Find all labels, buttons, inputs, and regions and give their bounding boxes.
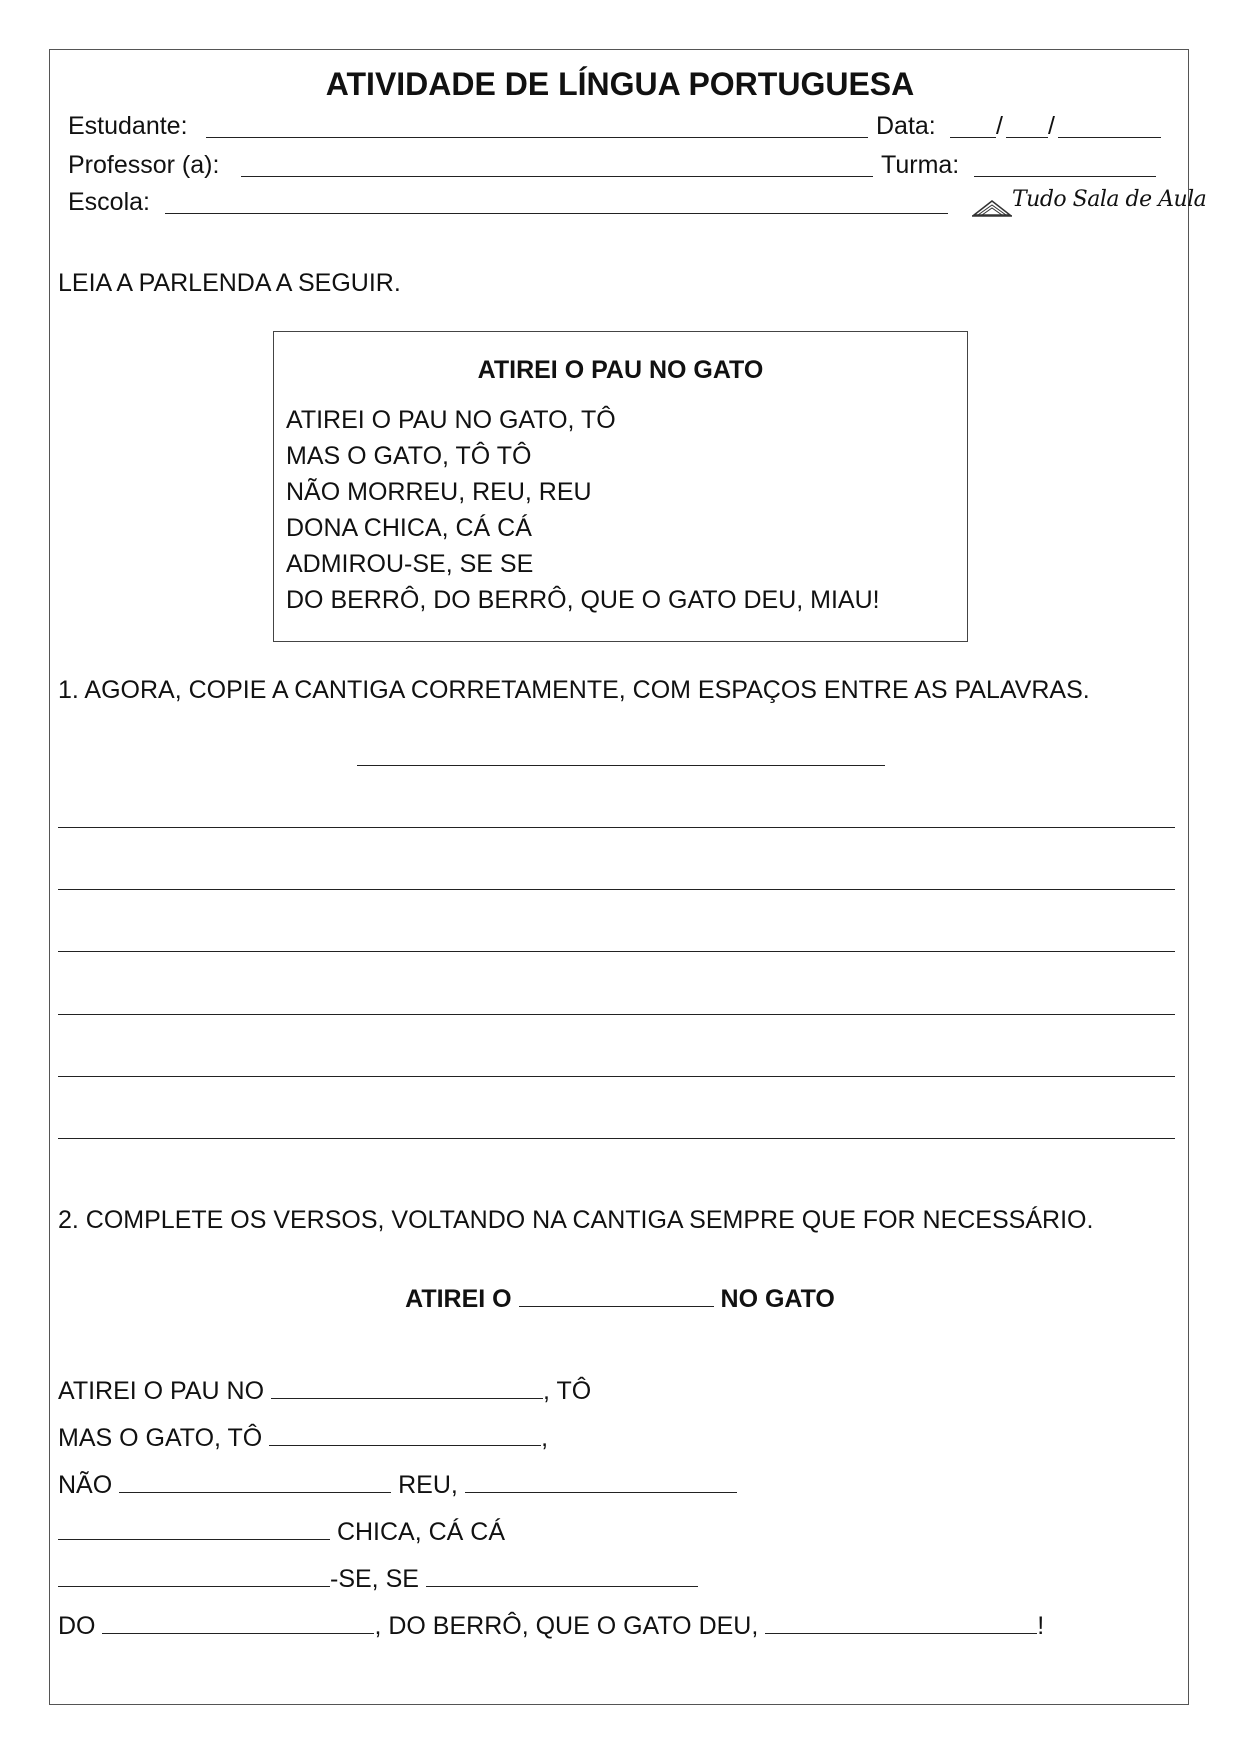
fill-blank[interactable] [269, 1423, 541, 1446]
fill-text: , [541, 1424, 549, 1452]
copy-line-5[interactable] [58, 1076, 1175, 1077]
class-label: Turma: [881, 151, 960, 179]
question-2: 2. COMPLETE OS VERSOS, VOLTANDO NA CANTIGA SEMPRE QUE FOR NECESSÁRIO. [58, 1206, 1094, 1234]
fill-blank[interactable] [465, 1470, 737, 1493]
fill-line-6 [58, 1611, 1044, 1641]
fill-title-before: ATIREI O [405, 1285, 512, 1313]
fill-blank[interactable] [426, 1564, 698, 1587]
site-logo [972, 185, 1207, 221]
student-field[interactable] [206, 137, 868, 138]
fill-title-blank[interactable] [519, 1284, 714, 1307]
fill-text: DO [58, 1612, 96, 1640]
copy-line-3[interactable] [58, 951, 1175, 952]
poem-verse: ATIREI O PAU NO GATO, TÔ [286, 406, 616, 434]
fill-text: ! [1037, 1612, 1045, 1640]
copy-line-6[interactable] [58, 1138, 1175, 1139]
fill-text: ATIREI O PAU NO [58, 1377, 265, 1405]
date-month-field[interactable] [1006, 137, 1048, 138]
copy-line-4[interactable] [58, 1014, 1175, 1015]
fill-blank[interactable] [765, 1611, 1037, 1634]
fill-text: NÃO [58, 1471, 113, 1499]
fill-text: REU, [398, 1471, 458, 1499]
fill-text: -SE, SE [330, 1565, 419, 1593]
fill-title-after: NO GATO [720, 1285, 835, 1313]
fill-blank[interactable] [58, 1517, 330, 1540]
fill-text: , DO BERRÔ, QUE O GATO DEU, [374, 1612, 759, 1640]
fill-line-2 [58, 1423, 548, 1453]
poem-verse: DONA CHICA, CÁ CÁ [286, 514, 532, 542]
date-separator-2: / [1048, 112, 1055, 140]
fill-text: , TÔ [543, 1377, 592, 1405]
read-instruction: LEIA A PARLENDA A SEGUIR. [58, 269, 401, 297]
poem-verse: ADMIROU-SE, SE SE [286, 550, 534, 578]
copy-line-2[interactable] [58, 889, 1175, 890]
school-label: Escola: [68, 188, 150, 216]
school-field[interactable] [165, 213, 948, 214]
teacher-label: Professor (a): [68, 151, 220, 179]
fill-text: CHICA, CÁ CÁ [336, 1518, 506, 1546]
fill-text: MAS O GATO, TÔ [58, 1424, 263, 1452]
poem-title: ATIREI O PAU NO GATO [477, 356, 764, 384]
fill-line-1 [58, 1376, 591, 1406]
poem-box [273, 331, 968, 642]
date-day-field[interactable] [950, 137, 996, 138]
poem-verse: NÃO MORREU, REU, REU [286, 478, 592, 506]
question-1: 1. AGORA, COPIE A CANTIGA CORRETAMENTE, COM ESPAÇOS ENTRE AS PALAVRAS. [58, 676, 1090, 704]
poem-verse: MAS O GATO, TÔ TÔ [286, 442, 532, 470]
fill-blank[interactable] [119, 1470, 391, 1493]
fill-blank[interactable] [58, 1564, 330, 1587]
teacher-field[interactable] [241, 176, 873, 177]
date-label: Data: [876, 112, 936, 140]
copy-line-1[interactable] [58, 827, 1175, 828]
copy-title-line[interactable] [357, 765, 885, 766]
class-field[interactable] [974, 176, 1156, 177]
book-stack-icon [972, 191, 1012, 219]
page-title: ATIVIDADE DE LÍNGUA PORTUGUESA [325, 66, 915, 102]
student-label: Estudante: [68, 112, 188, 140]
fill-title [0, 1284, 1240, 1314]
fill-line-3 [58, 1470, 737, 1500]
fill-blank[interactable] [102, 1611, 374, 1634]
fill-line-5 [58, 1564, 698, 1594]
poem-verse: DO BERRÔ, DO BERRÔ, QUE O GATO DEU, MIAU! [286, 586, 880, 614]
date-separator-1: / [996, 112, 1003, 140]
fill-blank[interactable] [271, 1376, 543, 1399]
fill-line-4 [58, 1517, 505, 1547]
date-year-field[interactable] [1058, 137, 1161, 138]
logo-text: Tudo Sala de Aula [1012, 187, 1207, 212]
